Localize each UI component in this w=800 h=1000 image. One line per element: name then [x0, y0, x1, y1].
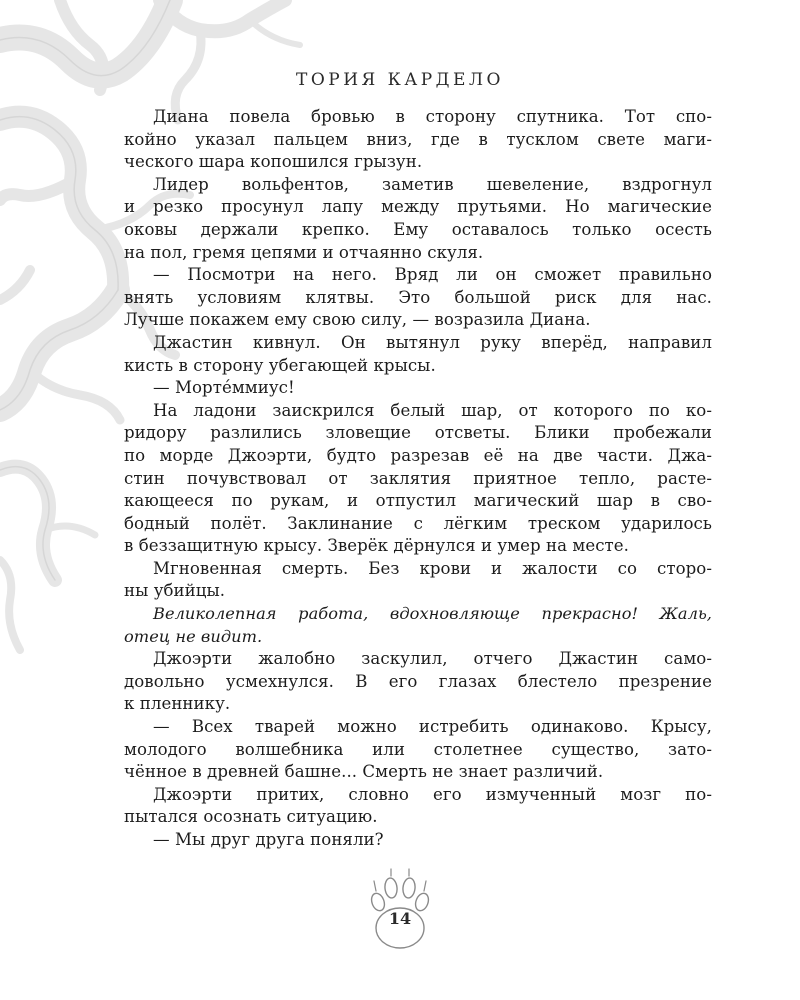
- text-line: — Мы друг друга поняли?: [153, 830, 384, 849]
- text-line: на пол, гремя цепями и отчаянно скуля.: [124, 242, 484, 262]
- text-line: — Посмотри на него. Вряд ли он сможет правильно: [153, 265, 712, 285]
- text-line: внять условиям клятвы. Это большой риск для нас.: [124, 287, 712, 307]
- text-line: Мгновенная смерть. Без крови и жалости со сторо-: [153, 558, 712, 578]
- text-line: бодный полёт. Заклинание с лёгким треском ударилось: [124, 513, 712, 533]
- page-folio: [364, 868, 436, 952]
- text-line: и резко просунул лапу между прутьями. Но магические: [124, 197, 712, 217]
- text-line: ридору разлились зловещие отсветы. Блики пробежали: [124, 423, 712, 443]
- text-line: Лидер вольфентов, заметив шевеление, вздрогнул: [153, 174, 712, 194]
- text-line: пытался осознать ситуацию.: [124, 807, 378, 827]
- text-line: к пленнику.: [124, 694, 231, 714]
- text-line: по морде Джоэрти, будто разрезав её на две части. Джа-: [124, 445, 712, 465]
- text-line: кающееся по рукам, и отпустил магический шар в сво-: [124, 491, 712, 511]
- text-line: — Мортéммиус!: [153, 378, 295, 398]
- text-line: чённое в древней башне... Смерть не знает различий.: [124, 762, 604, 782]
- text-line: стин почувствовал от заклятия приятное тепло, расте-: [124, 468, 712, 488]
- text-line: в беззащитную крысу. Зверёк дёрнулся и умер на месте.: [124, 536, 629, 556]
- text-line: Джоэрти жалобно заскулил, отчего Джастин само-: [153, 649, 712, 669]
- text-line: На ладони заискрился белый шар, от которого по ко-: [153, 400, 712, 420]
- text-line: Джастин кивнул. Он вытянул руку вперёд, направил: [153, 332, 712, 352]
- text-line: ны убийцы.: [124, 581, 226, 601]
- text-line: Джоэрти притих, словно его измученный мозг по-: [153, 784, 712, 804]
- page-number: 14: [388, 909, 412, 928]
- text-line: Великолепная работа, вдохновляюще прекрасно! Жаль,: [153, 604, 712, 624]
- text-line: Лучше покажем ему свою силу, — возразила Диана.: [124, 310, 591, 330]
- text-line: довольно усмехнулся. В его глазах блестело презрение: [124, 671, 712, 691]
- text-line: ческого шара копошился грызун.: [124, 152, 423, 172]
- text-line: Диана повела бровью в сторону спутника. Тот спо-: [153, 107, 712, 126]
- running-header: ТОРИЯ КАРДЕЛО: [296, 70, 504, 90]
- text-line: койно указал пальцем вниз, где в тусклом свете маги-: [124, 129, 712, 149]
- text-line: кисть в сторону убегающей крысы.: [124, 355, 436, 375]
- body-text: [124, 106, 712, 852]
- text-line: — Всех тварей можно истребить одинаково. Крысу,: [153, 717, 712, 737]
- text-line: отец не видит.: [124, 626, 263, 646]
- text-line: оковы держали крепко. Ему оставалось только осесть: [124, 219, 712, 239]
- text-line: молодого волшебника или столетнее существо, зато-: [124, 739, 712, 759]
